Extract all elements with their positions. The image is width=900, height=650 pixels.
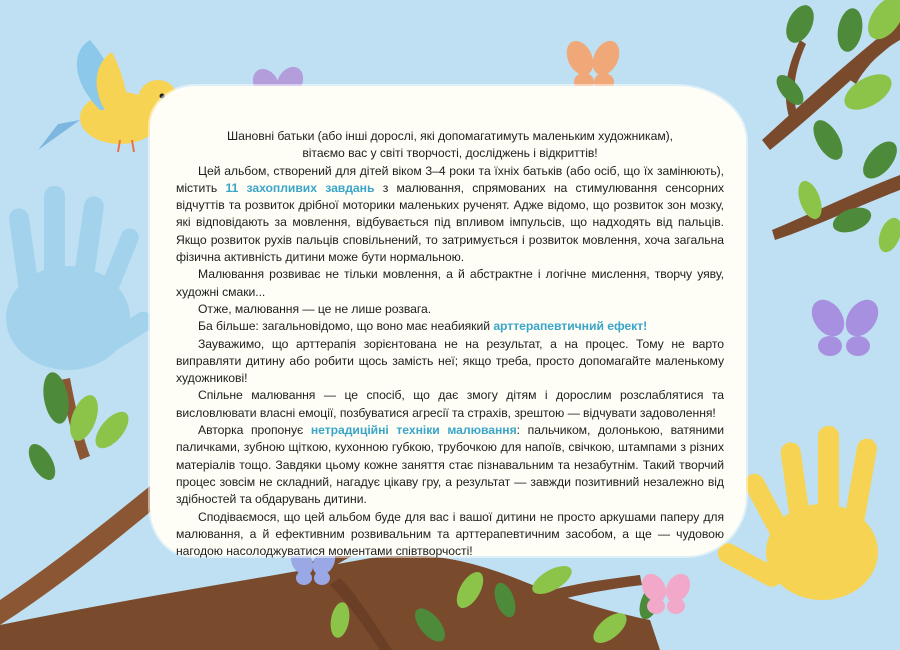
blue-handprint-icon — [6, 186, 157, 370]
paragraph-7-text-end: : пальчиком, долонькою, ватяними паличками, зубною щіткою, кухонною губкою, трубочкою для напоїв, свічкою, штампами з різних матеріалів тощо. Завдяки цьому кожне заняття стає пізнавальним та незабутнім. Такий творчий процес зовсім не складний, нагадує цікаву гру, а результат — завжди позитивний незалежно від здібностей та обдарувань дитини. — [176, 423, 724, 507]
paragraph-4 — [176, 318, 724, 335]
paragraph-1 — [176, 163, 724, 267]
paragraph-3: Отже, малювання — це не лише розвага. — [198, 301, 432, 316]
paragraph-1-text-end: з малювання, спрямованих на стимулювання сенсорних відчуттів та розвиток дрібної моторики маленьких рученят. Адже відомо, що розвиток зон мозку, які відповідають за мовлення, відбувається під впливом імпульсів, що надходять від пальців. Якщо розвиток рухів пальців сповільнений, то затримується і розвиток мовлення, хоча загальна фізична активність дитини може бути нормальною. — [176, 180, 725, 265]
paragraph-1-text: Цей альбом, створений для дітей віком 3–4 роки та їхніх батьків (або осіб, що їх замінюють), містить — [176, 163, 724, 195]
paragraph-7-text: Авторка пропонує — [198, 423, 311, 438]
paragraph-2: Малювання розвиває не тільки мовлення, а й абстрактне і логічне мислення, творчу уяву, художні смаки... — [176, 267, 724, 299]
paragraph-4-highlight: арттерапевтичний ефект! — [493, 319, 648, 334]
butterfly-icon — [805, 294, 885, 356]
paragraph-6: Спільне малювання — це спосіб, що дає змогу дітям і дорослим розслаблятися та висловлювати власні емоції, позбуватися агресії та страхів, зрештою — відчувати задоволення! — [176, 388, 724, 420]
tree-branch-icon — [762, 0, 900, 255]
paragraph-7-highlight: нетрадиційні техніки малювання — [310, 423, 517, 438]
paragraph-1-highlight: 11 захопливих завдань — [225, 180, 375, 195]
paragraph-5: Зауважимо, що арттерапія зорієнтована не на результат, а на процес. Тому не варто виправляти дитину або робити щось замість неї; якщо треба, просто допомагайте маленькому художникові! — [176, 336, 724, 386]
paragraph-4-text: Ба більше: загальновідомо, що воно має неабиякий — [198, 319, 494, 334]
greeting-line-2: вітаємо вас у світі творчості, досліджень і відкриттів! — [302, 146, 598, 161]
intro-letter — [176, 128, 724, 560]
butterfly-icon — [562, 37, 625, 91]
greeting-line-1: Шановні батьки (або інші дорослі, які допомагатимуть маленьким художникам), — [226, 129, 673, 143]
paragraph-7 — [176, 422, 724, 508]
paragraph-8: Сподіваємося, що цей альбом буде для вас і вашої дитини не просто аркушами паперу для малювання, а й ефективним розвивальним та арттерапевтичним засобом, а ще — чудовою нагодою насолоджуватися моментами співтворчості! — [176, 509, 724, 559]
